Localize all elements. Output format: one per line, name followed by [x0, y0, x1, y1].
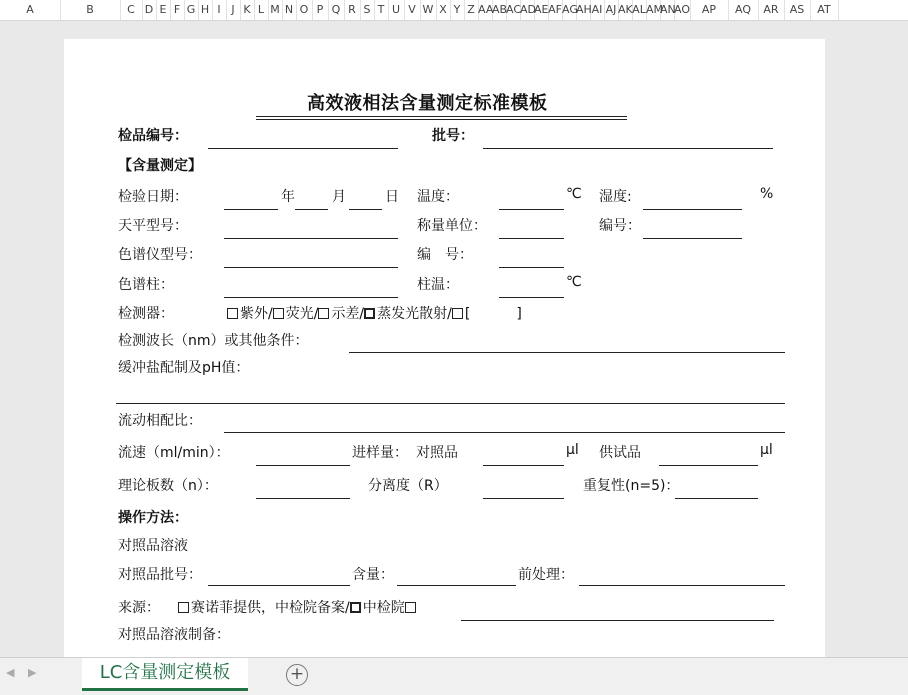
day-field[interactable]	[349, 209, 382, 210]
column-header[interactable]: AH	[576, 0, 591, 20]
column-header[interactable]: O	[296, 0, 313, 20]
other-close-bracket: ]	[516, 306, 522, 322]
chrom-model-label: 色谱仪型号：	[118, 247, 202, 263]
column-header[interactable]: B	[60, 0, 121, 20]
temperature-field[interactable]	[499, 209, 564, 210]
repeatability-field[interactable]	[675, 498, 758, 499]
number2-label: 编 号：	[417, 247, 473, 263]
elsd-option: 蒸发光散射/	[377, 306, 452, 322]
column-header[interactable]: AO	[674, 0, 691, 20]
elsd-checkbox[interactable]	[364, 308, 375, 319]
wavelength-label: 检测波长（nm）或其他条件：	[118, 333, 309, 349]
resolution-field[interactable]	[483, 498, 564, 499]
column-header[interactable]: AN	[660, 0, 675, 20]
celsius2-unit: ℃	[566, 274, 582, 290]
ref-solution-label: 对照品溶液	[118, 538, 188, 554]
source-field[interactable]	[461, 620, 774, 621]
fl-option: 荧光/	[285, 306, 319, 322]
source-b-option: 中检院	[362, 600, 405, 616]
number-label: 编号：	[599, 218, 641, 234]
day-label: 日	[385, 189, 399, 205]
number-field[interactable]	[643, 238, 742, 239]
sample-no-field[interactable]	[208, 148, 398, 149]
title-underline-2	[256, 119, 627, 120]
column-header[interactable]: AC	[506, 0, 521, 20]
column-header[interactable]: E	[156, 0, 171, 20]
detector-options	[227, 303, 522, 323]
test-sample-label: 供试品	[599, 445, 641, 461]
column-header[interactable]: S	[360, 0, 375, 20]
column-header[interactable]: AL	[632, 0, 647, 20]
column-header[interactable]: AE	[534, 0, 549, 20]
pretreatment-field[interactable]	[579, 585, 785, 586]
wavelength-field[interactable]	[349, 352, 785, 353]
source-b-checkbox[interactable]	[350, 602, 361, 613]
ul2-unit: μl	[760, 442, 773, 458]
source-a-checkbox[interactable]	[178, 602, 189, 613]
column-header[interactable]: AS	[784, 0, 811, 20]
weigh-unit-label: 称量单位：	[417, 218, 487, 234]
temperature-label: 温度：	[417, 189, 459, 205]
column-header[interactable]: AB	[492, 0, 507, 20]
injection-label: 进样量：	[352, 445, 408, 461]
month-label: 月	[332, 189, 346, 205]
column-field[interactable]	[224, 297, 398, 298]
fl-checkbox[interactable]	[273, 308, 284, 319]
source-options	[178, 597, 418, 617]
column-label: 色谱柱：	[118, 277, 174, 293]
column-header[interactable]: AQ	[728, 0, 759, 20]
celsius-unit: ℃	[566, 186, 582, 202]
column-header[interactable]: T	[374, 0, 389, 20]
sheet-tab-bar	[0, 657, 908, 695]
mobile-phase-field[interactable]	[224, 432, 785, 433]
flow-rate-label: 流速（ml/min）：	[118, 445, 230, 461]
column-header[interactable]: M	[268, 0, 283, 20]
sheet-area[interactable]	[0, 21, 908, 657]
title-underline-1	[256, 116, 627, 117]
buffer-field[interactable]	[116, 403, 785, 404]
detector-label: 检测器：	[118, 306, 174, 322]
ref-batch-label: 对照品批号：	[118, 567, 202, 583]
ul-unit: μl	[566, 442, 579, 458]
column-header[interactable]: AI	[590, 0, 605, 20]
source-label: 来源：	[118, 600, 160, 616]
year-field[interactable]	[224, 209, 278, 210]
pretreatment-label: 前处理：	[518, 567, 574, 583]
weigh-unit-field[interactable]	[499, 238, 564, 239]
ri-option: 示差/	[331, 306, 365, 322]
column-header[interactable]: AR	[758, 0, 785, 20]
column-header[interactable]: Q	[328, 0, 345, 20]
column-header[interactable]: D	[142, 0, 157, 20]
humidity-field[interactable]	[643, 209, 742, 210]
uv-checkbox[interactable]	[227, 308, 238, 319]
ri-checkbox[interactable]	[318, 308, 329, 319]
column-header[interactable]: AP	[690, 0, 729, 20]
next-sheet-arrow-icon[interactable]: ▶	[28, 666, 37, 679]
column-header[interactable]: H	[198, 0, 213, 20]
column-header[interactable]: A	[0, 0, 61, 20]
balance-model-field[interactable]	[224, 238, 398, 239]
column-header[interactable]: V	[404, 0, 421, 20]
ref-prep-label: 对照品溶液制备：	[118, 627, 230, 643]
column-header[interactable]: Y	[450, 0, 465, 20]
sheet-tab-lc-template[interactable]: LC含量测定模板	[82, 658, 248, 691]
humidity-label: 湿度:	[599, 189, 632, 205]
column-header[interactable]: U	[388, 0, 405, 20]
flow-rate-field[interactable]	[256, 465, 350, 466]
column-header[interactable]: AT	[810, 0, 839, 20]
page-title: 高效液相法含量测定标准模板	[307, 93, 548, 114]
other-checkbox[interactable]	[452, 308, 463, 319]
year-label: 年	[281, 189, 295, 205]
percent-unit: %	[760, 186, 774, 202]
column-header[interactable]: F	[170, 0, 185, 20]
column-header[interactable]: AJ	[604, 0, 619, 20]
column-header[interactable]: AM	[646, 0, 661, 20]
source-c-checkbox[interactable]	[405, 602, 416, 613]
ref-batch-field[interactable]	[208, 585, 350, 586]
number2-field[interactable]	[499, 267, 564, 268]
column-header[interactable]: L	[254, 0, 269, 20]
column-header[interactable]: W	[420, 0, 437, 20]
reference-volume-field[interactable]	[483, 465, 564, 466]
column-header[interactable]: AD	[520, 0, 535, 20]
sample-no-label: 检品编号：	[118, 128, 188, 144]
column-header[interactable]: AG	[562, 0, 577, 20]
operation-heading: 操作方法：	[118, 510, 188, 526]
prev-sheet-arrow-icon[interactable]: ◀	[6, 666, 15, 679]
column-header[interactable]: AK	[618, 0, 633, 20]
chrom-model-field[interactable]	[224, 267, 398, 268]
column-header[interactable]: P	[312, 0, 329, 20]
plates-field[interactable]	[256, 498, 350, 499]
column-temp-label: 柱温：	[417, 277, 459, 293]
column-header[interactable]: AA	[478, 0, 493, 20]
column-header[interactable]: X	[436, 0, 451, 20]
content-field[interactable]	[397, 585, 516, 586]
column-header[interactable]: K	[240, 0, 255, 20]
column-header[interactable]: I	[212, 0, 227, 20]
column-header[interactable]: AF	[548, 0, 563, 20]
content-label: 含量：	[352, 567, 394, 583]
batch-no-label: 批号：	[432, 128, 474, 144]
plates-label: 理论板数（n）：	[118, 478, 218, 494]
uv-option: 紫外/	[240, 306, 273, 322]
reference-label: 对照品	[416, 445, 458, 461]
column-header[interactable]: N	[282, 0, 297, 20]
other-open-bracket: [	[464, 306, 471, 322]
column-header[interactable]: R	[344, 0, 361, 20]
month-field[interactable]	[295, 209, 328, 210]
batch-no-field[interactable]	[483, 148, 773, 149]
test-sample-volume-field[interactable]	[659, 465, 758, 466]
column-header[interactable]: J	[226, 0, 241, 20]
print-page	[64, 39, 825, 659]
column-header-bar	[0, 0, 908, 21]
column-header[interactable]: C	[120, 0, 143, 20]
resolution-label: 分离度（R）	[368, 478, 448, 494]
mobile-phase-label: 流动相配比：	[118, 413, 202, 429]
column-temp-field[interactable]	[499, 297, 564, 298]
add-sheet-icon[interactable]: +	[286, 664, 308, 686]
buffer-label: 缓冲盐配制及pH值：	[118, 360, 250, 376]
column-header[interactable]: G	[184, 0, 199, 20]
repeatability-label: 重复性(n=5)：	[583, 478, 680, 494]
source-a-option: 赛诺菲提供，中检院备案/	[191, 600, 350, 616]
test-date-label: 检验日期：	[118, 189, 188, 205]
section-heading: 【含量测定】	[118, 158, 202, 174]
column-header[interactable]: Z	[464, 0, 479, 20]
balance-model-label: 天平型号：	[118, 218, 188, 234]
